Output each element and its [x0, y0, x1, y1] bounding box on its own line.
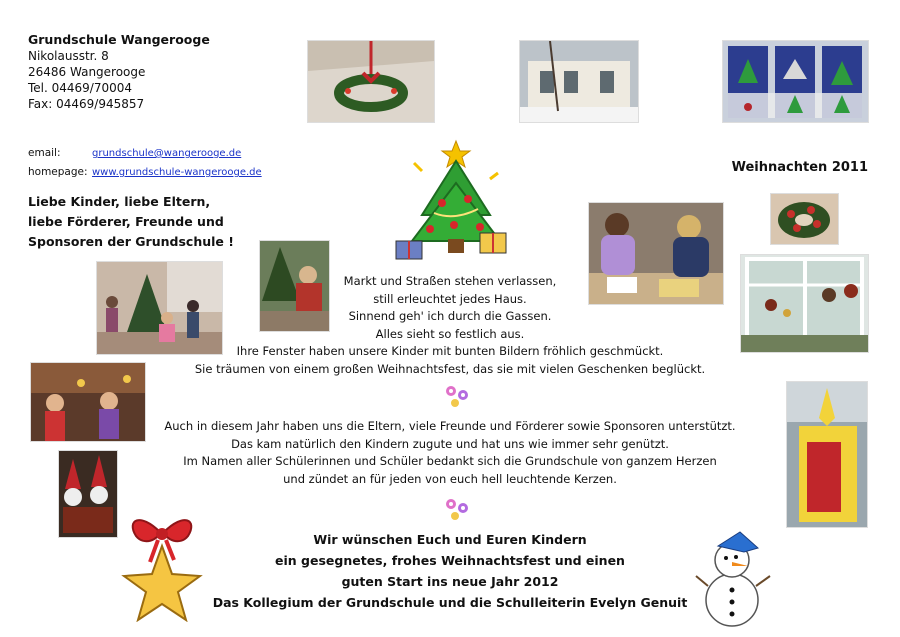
greeting	[28, 192, 268, 252]
greeting-line: Sponsoren der Grundschule !	[28, 234, 234, 249]
xmas-title: Weihnachten 2011	[731, 160, 868, 175]
flower-decoration-icon	[441, 494, 475, 524]
table-wreath-photo	[770, 193, 839, 245]
homepage-link[interactable]: www.grundschule-wangerooge.de	[92, 167, 262, 178]
poem-line: Sinnend geh' ich durch die Gassen.	[348, 309, 552, 323]
flower-decoration-icon	[441, 381, 475, 411]
greeting-line: Liebe Kinder, liebe Eltern,	[28, 194, 211, 209]
christmas-wishes	[0, 529, 900, 613]
poem-line: Markt und Straßen stehen verlassen,	[343, 274, 557, 288]
city: 26486 Wangerooge	[28, 65, 146, 79]
wish-line: guten Start ins neue Jahr 2012	[341, 574, 559, 589]
thanks-line: Auch in diesem Jahr haben uns die Eltern, viele Freunde und Förderer sowie Sponsoren unterstützt.	[164, 419, 736, 433]
poem-line: Ihre Fenster haben unsere Kinder mit bunten Bildern fröhlich geschmückt.	[236, 344, 664, 358]
wish-line: Wir wünschen Euch und Euren Kindern	[313, 532, 587, 547]
fax: Fax: 04469/945857	[28, 97, 145, 111]
christmas-tree-clipart	[394, 133, 524, 263]
greeting-line: liebe Förderer, Freunde und	[28, 214, 224, 229]
school-name: Grundschule Wangerooge	[28, 32, 210, 47]
homepage-label: homepage:	[28, 166, 88, 178]
address-block	[28, 32, 210, 112]
wish-signature: Das Kollegium der Grundschule und die Schulleiterin Evelyn Genuit	[212, 595, 688, 610]
wish-line: ein gesegnetes, frohes Weihnachtsfest und einen	[275, 553, 625, 568]
email-label: email:	[28, 147, 61, 159]
crafted-boxes-photo	[722, 40, 869, 123]
thanks-line: Im Namen aller Schülerinnen und Schüler bedankt sich die Grundschule von ganzem Herzen	[183, 454, 717, 468]
telephone: Tel. 04469/70004	[28, 81, 133, 95]
thanks-paragraph	[0, 418, 900, 488]
wreath-photo	[307, 40, 435, 123]
poem-line: Sie träumen von einem großen Weihnachtsfest, das sie mit vielen Geschenken beglückt.	[194, 361, 706, 376]
thanks-line: und zündet an für jeden von euch hell leuchtende Kerzen.	[283, 471, 617, 486]
street: Nikolausstr. 8	[28, 49, 109, 63]
contact-block	[28, 143, 262, 183]
poem-line: still erleuchtet jedes Haus.	[373, 291, 527, 306]
email-link[interactable]: grundschule@wangerooge.de	[92, 148, 242, 159]
poem-line: Alles sieht so festlich aus.	[375, 326, 525, 341]
poem	[0, 273, 900, 378]
thanks-line: Das kam natürlich den Kindern zugute und hat uns wie immer sehr genützt.	[231, 436, 669, 451]
school-building-photo	[519, 40, 639, 123]
